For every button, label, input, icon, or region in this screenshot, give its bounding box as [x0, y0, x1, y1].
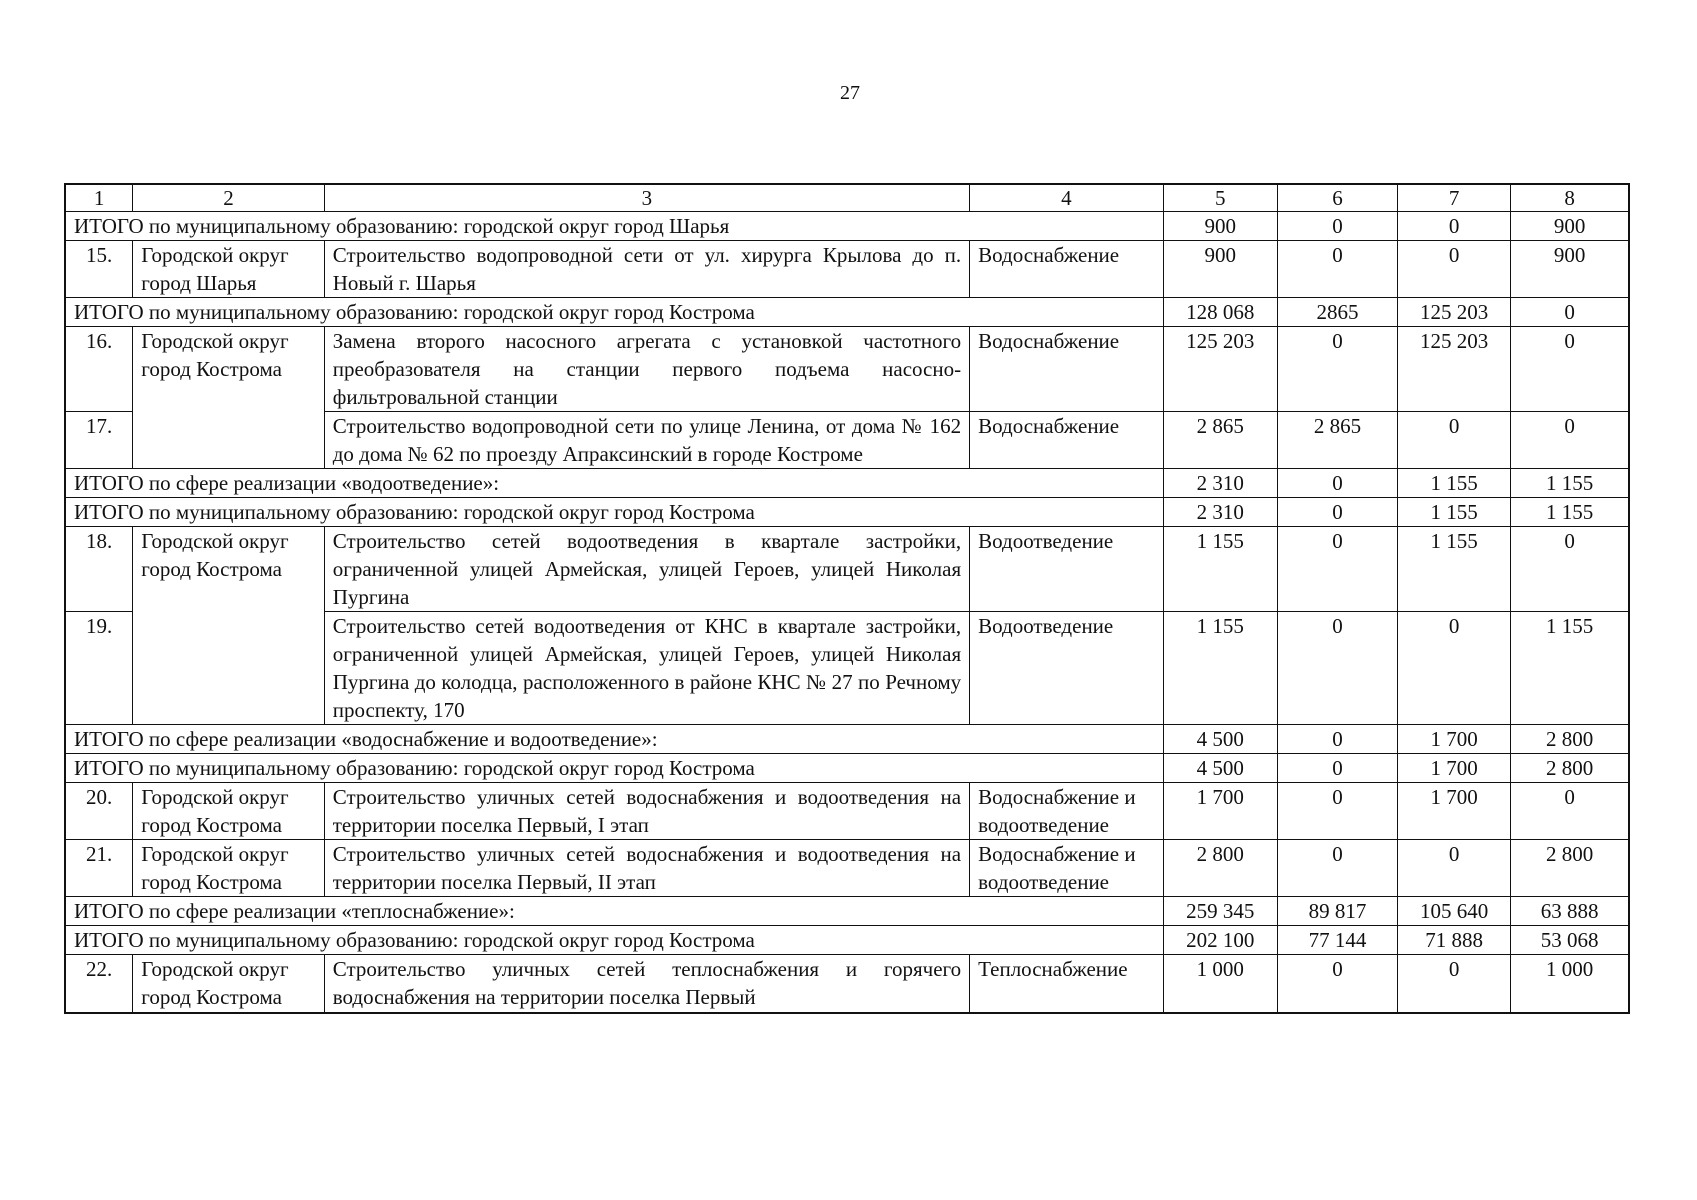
total-label: ИТОГО по муниципальному образованию: городской округ город Кострома — [65, 754, 1163, 783]
item-number: 16. — [65, 327, 133, 412]
sphere-cell: Водоотведение — [970, 612, 1164, 725]
value-col7: 0 — [1398, 612, 1511, 725]
project-name: Строительство водопроводной сети по улице Ленина, от дома № 162 до дома № 62 по проезду Апраксинский в городе Костроме — [324, 412, 969, 469]
sphere-cell: Водоснабжение — [970, 241, 1164, 298]
sphere-cell: Водоснабжение — [970, 327, 1164, 412]
value-col5: 1 000 — [1163, 955, 1277, 1013]
value-col7: 1 700 — [1398, 725, 1511, 754]
project-name: Строительство уличных сетей водоснабжения и водоотведения на территории поселка Первый, II этап — [324, 840, 969, 897]
column-number: 6 — [1277, 184, 1397, 212]
value-col8: 0 — [1511, 298, 1629, 327]
sphere-cell: Теплоснабжение — [970, 955, 1164, 1013]
item-number: 22. — [65, 955, 133, 1013]
value-col8: 0 — [1511, 327, 1629, 412]
value-col6: 0 — [1277, 840, 1397, 897]
total-label: ИТОГО по сфере реализации «теплоснабжение»: — [65, 897, 1163, 926]
item-number: 17. — [65, 412, 133, 469]
value-col6: 0 — [1277, 725, 1397, 754]
total-row — [65, 498, 1629, 527]
value-col6: 77 144 — [1277, 926, 1397, 955]
value-col8: 53 068 — [1511, 926, 1629, 955]
value-col7: 125 203 — [1398, 298, 1511, 327]
column-number: 2 — [133, 184, 324, 212]
value-col7: 1 700 — [1398, 783, 1511, 840]
investment-table — [64, 183, 1630, 1014]
total-label: ИТОГО по сфере реализации «водоснабжение и водоотведение»: — [65, 725, 1163, 754]
item-row — [65, 955, 1629, 1013]
sphere-cell: Водоснабжение — [970, 412, 1164, 469]
value-col5: 1 155 — [1163, 612, 1277, 725]
value-col8: 2 800 — [1511, 754, 1629, 783]
total-row — [65, 212, 1629, 241]
value-col5: 1 155 — [1163, 527, 1277, 612]
value-col7: 1 155 — [1398, 527, 1511, 612]
municipality-cell: Городской округ город Шарья — [133, 241, 324, 298]
column-number: 5 — [1163, 184, 1277, 212]
total-row — [65, 926, 1629, 955]
value-col6: 2865 — [1277, 298, 1397, 327]
column-number: 1 — [65, 184, 133, 212]
value-col5: 128 068 — [1163, 298, 1277, 327]
value-col8: 2 800 — [1511, 840, 1629, 897]
sphere-cell: Водоснабжение и водоотведение — [970, 783, 1164, 840]
value-col8: 0 — [1511, 783, 1629, 840]
value-col5: 4 500 — [1163, 754, 1277, 783]
value-col6: 0 — [1277, 212, 1397, 241]
item-number: 19. — [65, 612, 133, 725]
value-col8: 1 155 — [1511, 498, 1629, 527]
value-col6: 0 — [1277, 955, 1397, 1013]
total-row — [65, 725, 1629, 754]
value-col5: 2 865 — [1163, 412, 1277, 469]
municipality-cell: Городской округ город Кострома — [133, 527, 324, 725]
value-col8: 2 800 — [1511, 725, 1629, 754]
value-col7: 0 — [1398, 212, 1511, 241]
value-col8: 0 — [1511, 527, 1629, 612]
value-col6: 0 — [1277, 327, 1397, 412]
project-name: Замена второго насосного агрегата с установкой частотного преобразователя на станции первого подъема насосно-фильтровальной станции — [324, 327, 969, 412]
value-col7: 0 — [1398, 840, 1511, 897]
total-row — [65, 298, 1629, 327]
value-col5: 202 100 — [1163, 926, 1277, 955]
total-label: ИТОГО по муниципальному образованию: городской округ город Кострома — [65, 298, 1163, 327]
column-number-row — [65, 184, 1629, 212]
value-col7: 125 203 — [1398, 327, 1511, 412]
project-name: Строительство сетей водоотведения в квартале застройки, ограниченной улицей Армейская, улицей Героев, улицей Николая Пургина — [324, 527, 969, 612]
total-row — [65, 897, 1629, 926]
total-label: ИТОГО по муниципальному образованию: городской округ город Шарья — [65, 212, 1163, 241]
value-col7: 105 640 — [1398, 897, 1511, 926]
municipality-cell: Городской округ город Кострома — [133, 783, 324, 840]
item-number: 18. — [65, 527, 133, 612]
column-number: 8 — [1511, 184, 1629, 212]
total-row — [65, 469, 1629, 498]
municipality-cell: Городской округ город Кострома — [133, 327, 324, 469]
project-name: Строительство уличных сетей водоснабжения и водоотведения на территории поселка Первый, I этап — [324, 783, 969, 840]
item-row — [65, 527, 1629, 612]
value-col6: 2 865 — [1277, 412, 1397, 469]
project-name: Строительство уличных сетей теплоснабжения и горячего водоснабжения на территории поселка Первый — [324, 955, 969, 1013]
value-col8: 1 155 — [1511, 612, 1629, 725]
value-col8: 63 888 — [1511, 897, 1629, 926]
value-col5: 4 500 — [1163, 725, 1277, 754]
total-label: ИТОГО по муниципальному образованию: городской округ город Кострома — [65, 498, 1163, 527]
value-col5: 2 310 — [1163, 469, 1277, 498]
item-row — [65, 840, 1629, 897]
sphere-cell: Водоснабжение и водоотведение — [970, 840, 1164, 897]
item-number: 15. — [65, 241, 133, 298]
value-col8: 1 155 — [1511, 469, 1629, 498]
sphere-cell: Водоотведение — [970, 527, 1164, 612]
value-col6: 0 — [1277, 527, 1397, 612]
total-label: ИТОГО по муниципальному образованию: городской округ город Кострома — [65, 926, 1163, 955]
item-number: 20. — [65, 783, 133, 840]
value-col5: 900 — [1163, 212, 1277, 241]
project-name: Строительство сетей водоотведения от КНС в квартале застройки, ограниченной улицей Армейская, улицей Героев, улицей Николая Пургина до колодца, расположенного в районе КНС № 27 по Речному проспекту, 170 — [324, 612, 969, 725]
value-col7: 0 — [1398, 241, 1511, 298]
value-col5: 1 700 — [1163, 783, 1277, 840]
item-row — [65, 241, 1629, 298]
item-number: 21. — [65, 840, 133, 897]
item-row — [65, 783, 1629, 840]
value-col7: 0 — [1398, 955, 1511, 1013]
value-col5: 125 203 — [1163, 327, 1277, 412]
value-col5: 2 800 — [1163, 840, 1277, 897]
municipality-cell: Городской округ город Кострома — [133, 840, 324, 897]
value-col6: 0 — [1277, 469, 1397, 498]
value-col6: 0 — [1277, 498, 1397, 527]
page-number: 27 — [840, 82, 860, 104]
total-label: ИТОГО по сфере реализации «водоотведение»: — [65, 469, 1163, 498]
value-col6: 0 — [1277, 783, 1397, 840]
municipality-cell: Городской округ город Кострома — [133, 955, 324, 1013]
value-col5: 259 345 — [1163, 897, 1277, 926]
column-number: 4 — [970, 184, 1164, 212]
value-col5: 2 310 — [1163, 498, 1277, 527]
value-col5: 900 — [1163, 241, 1277, 298]
value-col6: 0 — [1277, 612, 1397, 725]
value-col6: 0 — [1277, 241, 1397, 298]
value-col8: 900 — [1511, 212, 1629, 241]
value-col6: 89 817 — [1277, 897, 1397, 926]
value-col8: 1 000 — [1511, 955, 1629, 1013]
project-name: Строительство водопроводной сети от ул. хирурга Крылова до п. Новый г. Шарья — [324, 241, 969, 298]
column-number: 3 — [324, 184, 969, 212]
value-col8: 900 — [1511, 241, 1629, 298]
total-row — [65, 754, 1629, 783]
value-col7: 1 155 — [1398, 498, 1511, 527]
item-row — [65, 327, 1629, 412]
value-col8: 0 — [1511, 412, 1629, 469]
value-col7: 1 700 — [1398, 754, 1511, 783]
value-col6: 0 — [1277, 754, 1397, 783]
value-col7: 1 155 — [1398, 469, 1511, 498]
column-number: 7 — [1398, 184, 1511, 212]
value-col7: 71 888 — [1398, 926, 1511, 955]
value-col7: 0 — [1398, 412, 1511, 469]
